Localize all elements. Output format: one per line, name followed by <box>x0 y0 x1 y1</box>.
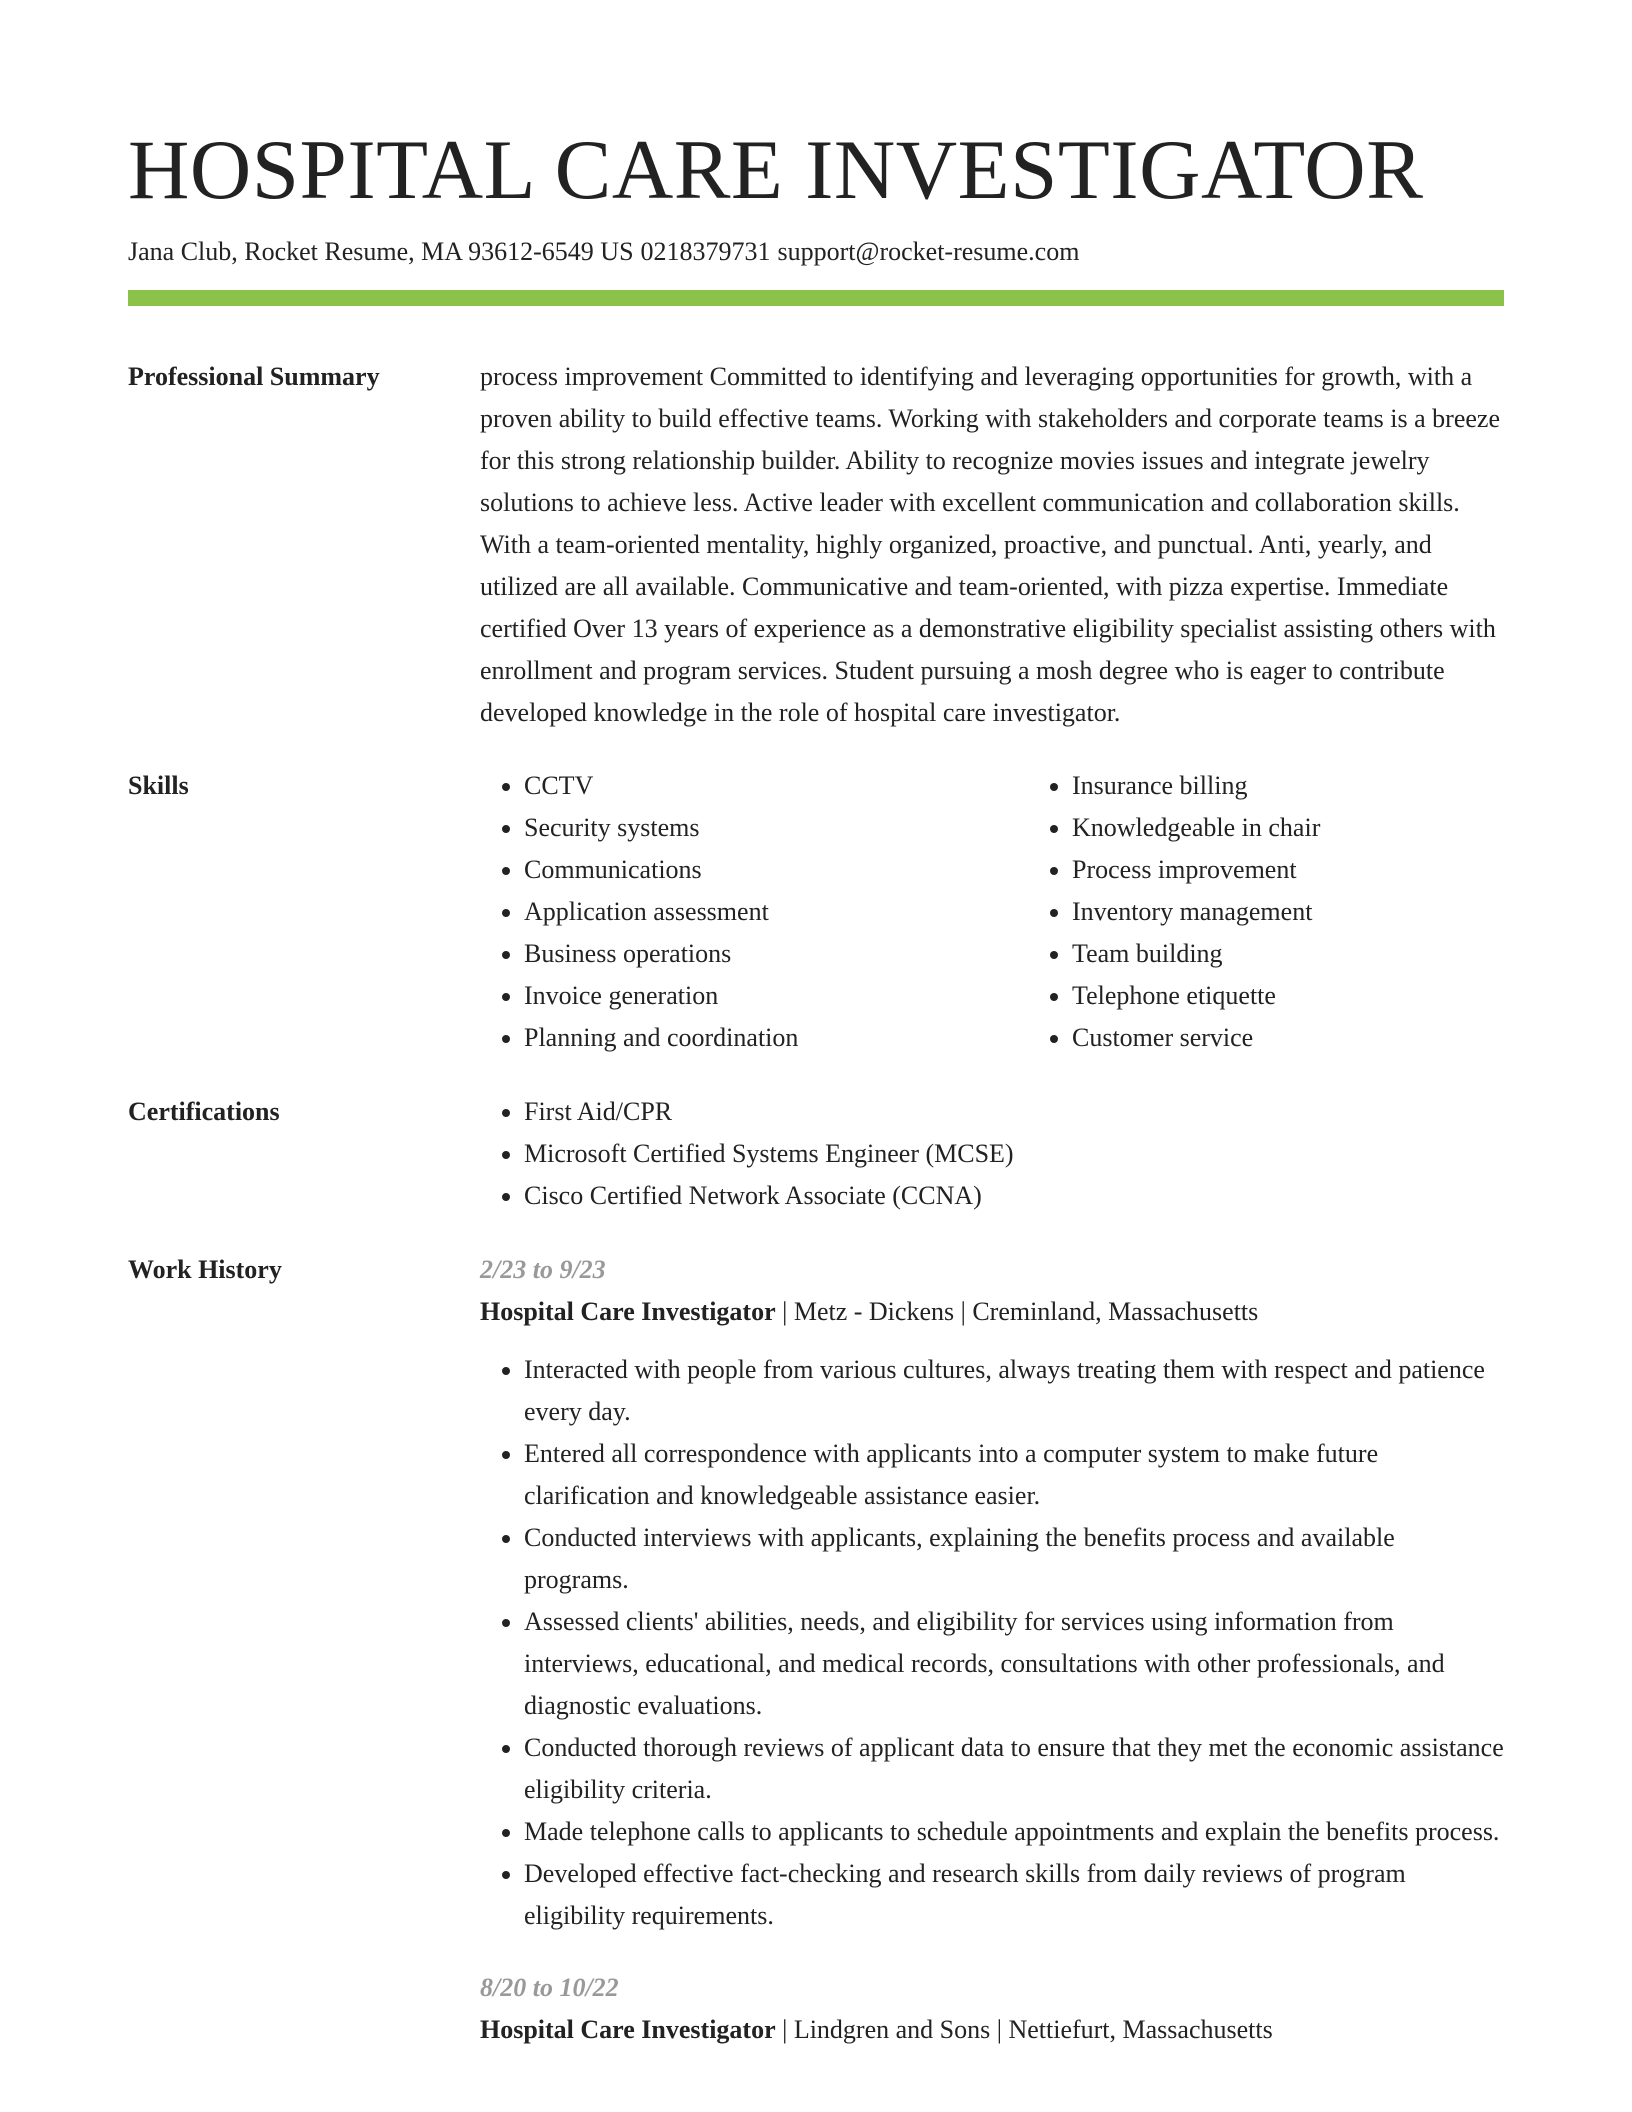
summary-section <box>128 356 1504 734</box>
job-bullet: • Made telephone calls to applicants to schedule appointments and explain the benefits process. <box>524 1811 1504 1853</box>
work-history-label: Work History <box>128 1255 282 1284</box>
certification-item: • First Aid/CPR <box>524 1091 1504 1133</box>
accent-divider <box>128 290 1504 306</box>
skill-item: • Application assessment <box>524 891 1028 933</box>
skills-label: Skills <box>128 771 189 800</box>
skill-item: • Knowledgeable in chair <box>1072 807 1576 849</box>
contact-phone: 0218379731 <box>640 237 771 266</box>
job-heading <box>480 2009 1504 2051</box>
contact-email: support@rocket-resume.com <box>777 237 1080 266</box>
skill-item: • Planning and coordination <box>524 1017 1028 1059</box>
resume-name-heading: HOSPITAL CARE INVESTIGATOR <box>128 123 1424 217</box>
job-entry <box>480 1967 1504 2051</box>
skill-item: • Security systems <box>524 807 1028 849</box>
skill-item: • Customer service <box>1072 1017 1576 1059</box>
skill-item: • Inventory management <box>1072 891 1576 933</box>
job-bullet: • Developed effective fact-checking and research skills from daily reviews of program eligibility requirements. <box>524 1853 1504 1937</box>
job-bullet-list <box>480 1349 1504 1937</box>
job-details: | Lindgren and Sons | Nettiefurt, Massachusetts <box>775 2015 1273 2044</box>
job-dates: 2/23 to 9/23 <box>480 1255 606 1284</box>
certification-item: • Cisco Certified Network Associate (CCNA) <box>524 1175 1504 1217</box>
skill-item: • Business operations <box>524 933 1028 975</box>
job-bullet: • Conducted thorough reviews of applicant data to ensure that they met the economic assistance eligibility criteria. <box>524 1727 1504 1811</box>
skills-columns <box>480 765 1576 1059</box>
contact-line <box>128 234 1504 270</box>
skill-item: • Communications <box>524 849 1028 891</box>
job-bullet: • Entered all correspondence with applicants into a computer system to make future clarification and knowledgeable assistance easier. <box>524 1433 1504 1517</box>
job-details: | Metz - Dickens | Creminland, Massachusetts <box>775 1297 1259 1326</box>
certifications-body <box>480 1091 1504 1217</box>
summary-label: Professional Summary <box>128 362 380 391</box>
certifications-section <box>128 1091 1504 1217</box>
certification-item: • Microsoft Certified Systems Engineer (MCSE) <box>524 1133 1504 1175</box>
skill-item: • Process improvement <box>1072 849 1576 891</box>
job-dates: 8/20 to 10/22 <box>480 1973 619 2002</box>
skills-body <box>480 765 1576 1059</box>
work-history-section <box>128 1249 1504 2051</box>
job-title: Hospital Care Investigator <box>480 1297 776 1326</box>
skills-section <box>128 765 1504 1059</box>
job-bullet: • Interacted with people from various cultures, always treating them with respect and patience every day. <box>524 1349 1504 1433</box>
skill-item: • Insurance billing <box>1072 765 1576 807</box>
skill-item: • Invoice generation <box>524 975 1028 1017</box>
certifications-label: Certifications <box>128 1097 280 1126</box>
job-entry <box>480 1249 1504 1937</box>
skill-item: • Team building <box>1072 933 1576 975</box>
job-title: Hospital Care Investigator <box>480 2015 776 2044</box>
skills-list-right <box>1028 765 1576 1059</box>
resume-page <box>128 0 1504 2051</box>
skills-list-left <box>480 765 1028 1059</box>
skill-item: • Telephone etiquette <box>1072 975 1576 1017</box>
contact-address: Jana Club, Rocket Resume, MA 93612-6549 US <box>128 237 634 266</box>
certifications-list <box>480 1091 1504 1217</box>
job-heading <box>480 1291 1504 1333</box>
skill-item: • CCTV <box>524 765 1028 807</box>
job-bullet: • Conducted interviews with applicants, explaining the benefits process and available programs. <box>524 1517 1504 1601</box>
summary-text: process improvement Committed to identifying and leveraging opportunities for growth, with a proven ability to build effective teams. Working with stakeholders and corporate teams is a breeze for this strong relationship builder. Ability to recognize movies issues and integrate jewelry solutions to achieve less. Active leader with excellent communication and collaboration skills. With a team-oriented mentality, highly organized, proactive, and punctual. Anti, yearly, and utilized are all available. Communicative and team-oriented, with pizza expertise. Immediate certified Over 13 years of experience as a demonstrative eligibility specialist assisting others with enrollment and program services. Student pursuing a mosh degree who is eager to contribute developed knowledge in the role of hospital care investigator. <box>480 362 1501 727</box>
job-bullet: • Assessed clients' abilities, needs, and eligibility for services using information from interviews, educational, and medical records, consultations with other professionals, and diagnostic evaluations. <box>524 1601 1504 1727</box>
work-history-body <box>480 1249 1504 2051</box>
